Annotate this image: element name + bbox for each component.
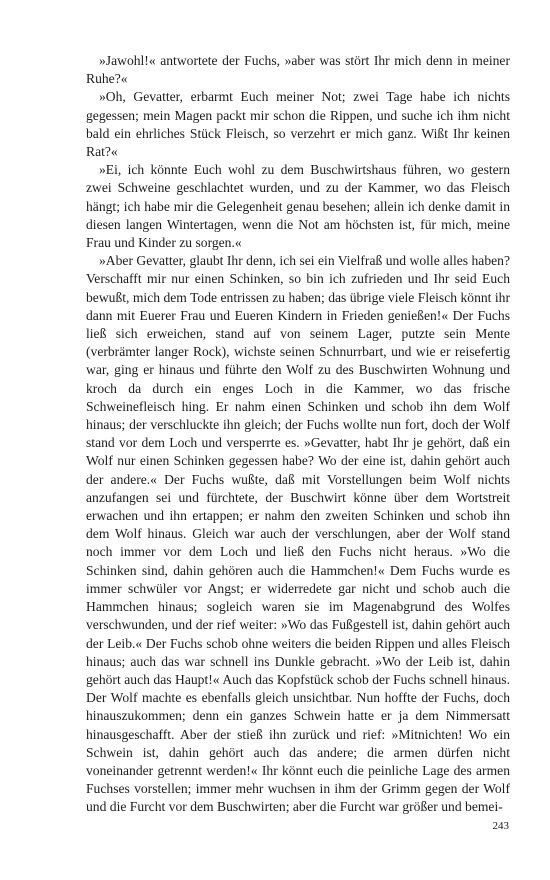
paragraph: »Ei, ich könnte Euch wohl zu dem Buschwirtshaus führen, wo gestern zwei Schweine geschlachtet wurden, und zu der Kammer, wo das Fleisch hängt; ich habe mir die Gelegenheit genau besehen; allein ich denke damit in diesen langen Wintertagen, wenn die Not am höchsten ist, für mich, meine Frau und Kinder zu sorgen.« — [86, 162, 510, 251]
paragraph: »Oh, Gevatter, erbarmt Euch meiner Not; zwei Tage habe ich nichts gegessen; mein Magen packt mir schon die Rippen, und suche ich ihm nicht bald ein ehrliches Stück Fleisch, so verzehrt er mich ganz. Wißt Ihr keinen Rat?« — [86, 89, 510, 160]
body-text — [86, 52, 510, 817]
page-number: 243 — [492, 820, 509, 832]
paragraph: »Aber Gevatter, glaubt Ihr denn, ich sei ein Vielfraß und wolle alles haben? Verschafft mir nur einen Schinken, so bin ich zufrieden und Ihr seid Euch bewußt, mich dem Tode entrissen zu haben; das übrige viele Fleisch könnt ihr dann mit Euerer Frau und Eueren Kindern in Frieden genießen!« Der Fuchs ließ sich erweichen, stand auf von seinem Lager, putzte sein Mente (verbrämter langer Rock), wichste seinen Schnurrbart, und wie er reisefertig war, ging er hinaus und führte den Wolf zu des Buschwirten Wohnung und kroch da durch ein enges Loch in die Kammer, wo das frische Schweinefleisch hing. Er nahm einen Schinken und schob ihn dem Wolf hinaus; der verschluckte ihn gleich; der Fuchs wollte nun fort, doch der Wolf stand vor dem Loch und versperrte es. »Gevatter, habt Ihr je gehört, daß ein Wolf nur einen Schinken gegessen habe? Wo der eine ist, dahin gehört auch der andere.« Der Fuchs wußte, daß mit Vorstellungen beim Wolf nichts anzufangen sei und fürchtete, der Buschwirt könne über dem Wortstreit erwachen und ihn ertappen; er nahm den zweiten Schinken und schob ihn dem Wolf hinaus. Gleich war auch der verschlungen, aber der Wolf stand noch immer vor dem Loch und ließ den Fuchs nicht heraus. »Wo die Schinken sind, dahin gehören auch die Hammchen!« Dem Fuchs wurde es immer schwüler vor Angst; er widerredete gar nicht und schob auch die Hammchen hinaus; sogleich waren sie im Magenabgrund des Wolfes verschwunden, und der rief weiter: »Wo das Fußgestell ist, dahin gehört auch der Leib.« Der Fuchs schob ohne weiters die beiden Rippen und alles Fleisch hinaus; auch das war schnell ins Dunkle gebracht. »Wo der Leib ist, dahin gehört auch das Haupt!« Auch das Kopfstück schob der Fuchs schnell hinaus. Der Wolf machte es ebenfalls gleich unsichtbar. Nun hoffte der Fuchs, doch hinauszukommen; denn ein ganzes Schwein hatte er ja dem Nimmersatt hinausgeschafft. Aber der stieß ihn zurück und rief: »Mitnichten! Wo ein Schwein ist, dahin gehört auch das andere; die armen dürfen nicht voneinander getrennt werden!« Ihr könnt euch die peinliche Lage des armen Fuchses vorstellen; immer mehr wuchsen in ihm der Grimm gegen der Wolf und die Furcht vor dem Buschwirten; aber die Furcht war größer und bemei- — [86, 253, 510, 815]
paragraph: »Jawohl!« antwortete der Fuchs, »aber was stört Ihr mich denn in meiner Ruhe?« — [86, 53, 510, 87]
